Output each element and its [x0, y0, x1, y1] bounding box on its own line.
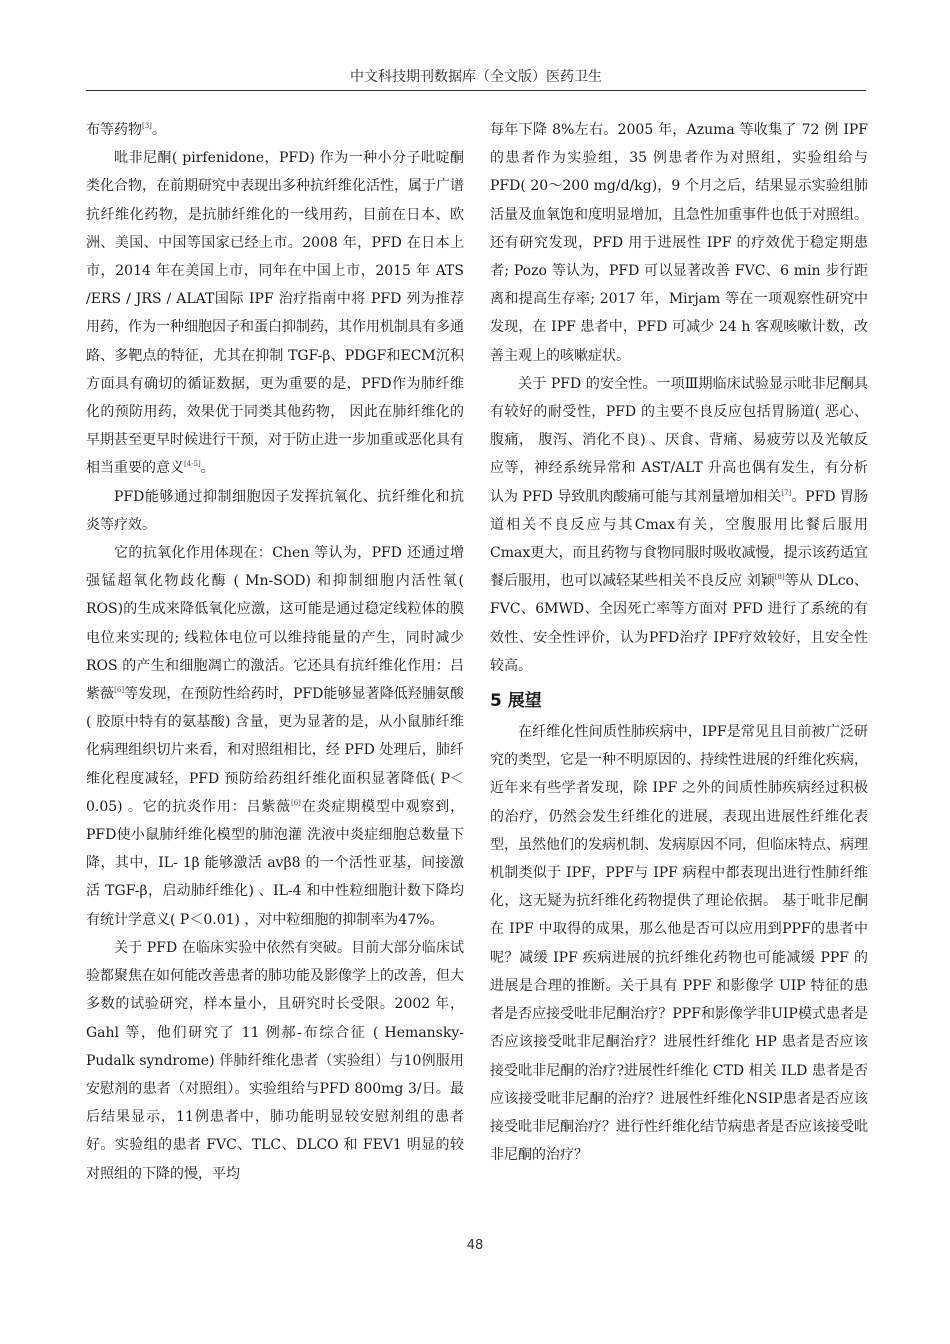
page-number: 48	[466, 1238, 484, 1253]
text: 等从 DLco、FVC、6MWD、全因死亡率等方面对 PFD 进行了系统的有效性、安全性评价，认为PFD治疗 IPF疗效较好，且安全性较高。	[490, 573, 869, 674]
paragraph-clinical-cont: 每年下降 8%左右。2005 年，Azuma 等收集了 72 例 IPF的患者作为实验组，35 例患者作为对照组，实验组给与 PFD( 20～200 mg/d/kg)，9 个月之后，结果显示实验组肺活量及血氧饱和度明显增加，且急性加重事件也低于对照组。还有研究发现，PFD 用于进展性 IPF 的疗效优于稳定期患者; Pozo 等认为，PFD 可以显著改善 FVC、6 min 步行距离和提高生存率; 2017 年，Mirjam 等在一项观察性研究中发现，在 IPF 患者中，PFD 可减少 24 h 客观咳嗽计数，改善主观上的咳嗽症状。	[490, 122, 868, 364]
text: 等发现，在预防性给药时，PFD能够显著降低羟脯氨酸( 胶原中特有的氨基酸) 含量，更为显著的是，从小鼠肺纤维化病理组织切片来看，和对照组相比，经 PFD 处理后，肺纤维化程度减轻，PFD 预防给药组纤维化面积显著降低( P＜0.05) 。它的抗炎作用：吕紫薇	[86, 686, 465, 815]
citation: [4-5]	[184, 460, 201, 469]
citation: [8]	[774, 573, 785, 582]
citation: [6]	[114, 686, 125, 695]
paragraph-safety	[490, 370, 868, 680]
paragraph-pfd-effects: PFD能够通过抑制细胞因子发挥抗氧化、抗纤维化和抗炎等疗效。	[86, 488, 464, 533]
right-column	[490, 116, 868, 1169]
text: 在炎症期模型中观察到，PFD使小鼠肺纤维化模型的肺泡灌 洗液中炎症细胞总数量下降，其中，IL- 1β 能够激活 avβ8 的一个活性亚基，间接激活 TGF-β，启动肺纤维化) 、IL-4 和中性粒细胞计数下降均有统计学意义( P＜0.01) ，对中粒细胞的抑制率为47%。	[86, 798, 465, 928]
paragraph-outlook: 在纤维化性间质性肺疾病中，IPF是常见且目前被广泛研究的类型，它是一种不明原因的、持续性进展的纤维化疾病，近年来有些学者发现，除 IPF 之外的间质性肺疾病经过积极的治疗，仍然会发生纤维化的进展，表现出进展性纤维化表型，虽然他们的发病机制、发病原因不同，但临床特点、病理机制类似于 IPF，PPF与 IPF 病程中都表现出进行性肺纤维化，这无疑为抗纤维化药物提供了理论依据。 基于吡非尼酮在 IPF 中取得的成果，那么他是否可以应用到PPF的患者中呢？减缓 IPF 疾病进展的抗纤维化药物也可能减缓 PPF 的进展是合理的推断。关于具有 PPF 和影像学 UIP 特征的患者是否应接受吡非尼酮治疗？PPF和影像学非UIP模式患者是否应该接受吡非尼酮治疗？进展性纤维化 HP 患者是否应该接受吡非尼酮的治疗?进展性纤维化 CTD 相关 ILD 患者是否应该接受吡非尼酮的治疗？进展性纤维化NSIP患者是否应该接受吡非尼酮治疗？进行性纤维化结节病患者是否应该接受吡非尼酮的治疗？	[490, 724, 868, 1164]
text: 。PFD 胃肠道相关不良反应与其Cmax有关，空腹服用比餐后服用 Cmax更大，而且药物与食物同服时吸收减慢，提示该药适宜餐后服用，也可以减轻某些相关不良反应 刘颖	[490, 488, 868, 590]
text: 布等药物	[86, 122, 142, 138]
paragraph-drug-list	[86, 116, 464, 144]
header-rule	[86, 90, 866, 91]
journal-header: 中文科技期刊数据库（全文版）医药卫生	[350, 69, 602, 85]
left-column	[86, 116, 464, 1188]
citation: [3]	[142, 122, 152, 130]
text: 关于 PFD 的安全性。一项Ⅲ期临床试验显示吡非尼酮具有较好的耐受性，PFD 的主要不良反应包括胃肠道( 恶心、腹痛， 腹泻、消化不良) 、厌食、背痛、易疲劳以及光敏反应等，神经系统异常和 AST/ALT 升高也偶有发生，有分析认为 PFD 导致肌肉酸痛可能与其剂量增加相关	[490, 375, 868, 505]
text: 吡非尼酮( pirfenidone，PFD) 作为一种小分子吡啶酮类化合物，在前期研究中表现出多种抗纤维化活性，属于广谱抗纤维化药物，是抗肺纤维化的一线用药，目前在日本、欧洲、美国、中国等国家已经上市。2008 年，PFD 在日本上市，2014 年在美国上市，同年在中国上市，2015 年 ATS /ERS / JRS / ALAT国际 IPF 治疗指南中将 PFD 列为推荐用药，作为一种细胞因子和蛋白抑制药，其作用机制具有多通路、多靶点的特征，尤其在抑制 TGF-β、PDGF和ECM沉积方面具有确切的循证数据，更为重要的是，PFD作为肺纤维化的预防用药，效果优于同类其他药物， 因此在肺纤维化的早期甚至更早时候进行干预，对于防止进一步加重或恶化具有相当重要的意义	[86, 150, 464, 477]
citation: [6]	[291, 798, 301, 807]
text: 。	[200, 460, 215, 477]
citation: [7]	[781, 488, 792, 497]
paragraph-clinical: 关于 PFD 在临床实验中依然有突破。目前大部分临床试验都聚焦在如何能改善患者的肺功能及影像学上的改善，但大多数的试验研究，样本量小，且研究时长受限。2002 年，Gahl 等，他们研究了 11 例郝-布综合征 ( Hemansky-Pudalk syndrome) 伴肺纤维化患者（实验组）与10例服用安慰剂的患者（对照组）。实验组给与PFD 800mg 3/日。最后结果显示，11例患者中，肺功能明显较安慰剂组的患者好。实验组的患者 FVC、TLC、DLCO 和 FEV1 明显的较对照组的下降的慢，平均	[86, 939, 464, 1182]
text: 它的抗氧化作用体现在：Chen 等认为，PFD 还通过增强锰超氧化物歧化酶 ( Mn-SOD) 和抑制细胞内活性氧( ROS)的生成来降低氧化应激，这可能是通过稳定线粒体的膜电位来实现的; 线粒体电位可以维持能量的产生，同时减少ROS 的产生和细胞凋亡的激活。它还具有抗纤维化作用：吕紫薇	[86, 545, 464, 703]
paragraph-pfd-intro	[86, 144, 464, 482]
paragraph-antioxidant	[86, 539, 464, 934]
text: 。	[151, 122, 166, 138]
section-heading: 5 展望	[490, 691, 542, 712]
